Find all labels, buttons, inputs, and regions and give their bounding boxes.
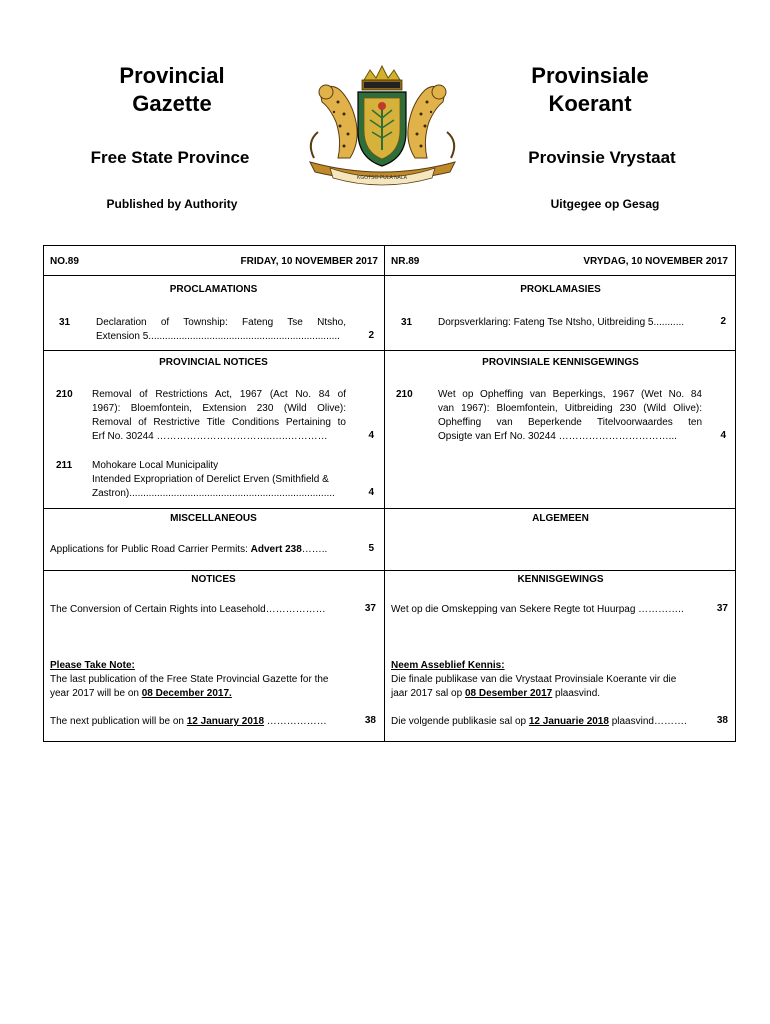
entry-number: 31 [401, 317, 413, 328]
issue-no-af: NR.89 [391, 256, 420, 267]
entry-text: Intended Expropriation of Derelict Erven (Smithfield & [92, 474, 329, 485]
note-text-en: The last publication of the Free State Provincial Gazette for the [50, 674, 329, 685]
entry-text: Opheffing van Beperkende Titelvoorwaardes ten [438, 417, 702, 428]
note-heading-af: Neem Asseblief Kennis: [391, 660, 505, 671]
entry-text: Zastron).......................................................................... [92, 488, 335, 499]
entry-page: 2 [368, 330, 374, 341]
entry-page: 37 [716, 603, 728, 614]
column-divider [384, 245, 385, 742]
entry-text: Wet op Opheffing van Beperkings, 1967 (Wet No. 84 [438, 389, 702, 400]
entry-page: 2 [720, 316, 726, 327]
title-en: Provincial Gazette [119, 63, 225, 116]
next-publication-af: Die volgende publikasie sal op 12 Januarie 2018 plaasvind………. [391, 716, 687, 727]
note-text-af: jaar 2017 sal op 08 Desember 2017 plaasvind. [391, 688, 601, 699]
notice-entry-en: The Conversion of Certain Rights into Leasehold……………… [50, 604, 326, 615]
published-en: Published by Authority [106, 197, 238, 211]
entry-page: 4 [368, 487, 374, 498]
crest-motto: KGOTSO PULA NALA [356, 175, 408, 181]
section-proclamations: PROCLAMATIONS [169, 284, 258, 295]
entry-page: 5 [368, 543, 374, 554]
row-divider [43, 508, 736, 509]
entry-text: Removal of Restrictions Act, 1967 (Act No. 84 of [92, 389, 346, 400]
section-kennisgewings: KENNISGEWINGS [517, 574, 604, 585]
entry-text: Dorpsverklaring: Fateng Tse Ntsho, Uitbreiding 5........... [438, 317, 685, 328]
section-proklamasies: PROKLAMASIES [520, 284, 601, 295]
misc-entry: Applications for Public Road Carrier Permits: Advert 238…….. [50, 544, 328, 555]
notice-entry-af: Wet op die Omskepping van Sekere Regte tot Huurpag ………….. [391, 604, 684, 615]
published-af: Uitgegee op Gesag [550, 197, 660, 211]
entry-text: Mohokare Local Municipality [92, 460, 219, 471]
entry-text: Erf No. 30244 ……………………………..…..………… [92, 431, 328, 442]
entry-page: 37 [364, 603, 376, 614]
section-provincial-notices: PROVINCIAL NOTICES [159, 357, 268, 368]
issue-no-en: NO.89 [50, 256, 79, 267]
province-en: Free State Province [90, 148, 250, 167]
note-heading-en: Please Take Note: [50, 660, 135, 671]
row-divider [43, 570, 736, 571]
coat-of-arms-icon [300, 62, 465, 187]
row-divider [43, 350, 736, 351]
section-notices: NOTICES [191, 574, 236, 585]
entry-page: 4 [368, 430, 374, 441]
note-text-af: Die finale publikase van die Vrystaat Provinsiale Koerante vir die [391, 674, 677, 685]
title-af: Provinsiale Koerant [531, 63, 649, 116]
entry-number: 210 [56, 389, 73, 400]
entry-text: Removal of Restrictive Title Conditions Pertaining to [92, 417, 346, 428]
entry-page: 38 [364, 715, 376, 726]
entry-page: 38 [716, 715, 728, 726]
row-divider [43, 275, 736, 276]
entry-number: 211 [56, 460, 73, 471]
entry-text: Declaration of Township: Fateng Tse Ntsho, [96, 317, 346, 328]
issue-date-af: VRYDAG, 10 NOVEMBER 2017 [583, 256, 728, 267]
issue-date-en: FRIDAY, 10 NOVEMBER 2017 [240, 256, 378, 267]
section-miscellaneous: MISCELLANEOUS [170, 513, 257, 524]
province-af: Provinsie Vrystaat [528, 148, 676, 167]
entry-page: 4 [720, 430, 726, 441]
entry-number: 210 [396, 389, 413, 400]
entry-text: Extension 5..................................................................... [96, 331, 340, 342]
entry-text: Opsigte van Erf No. 30244 ……………………………... [438, 431, 677, 442]
note-text-en: year 2017 will be on 08 December 2017. [50, 688, 232, 699]
entry-number: 31 [59, 317, 71, 328]
entry-text: 1967): Bloemfontein, Extension 230 (Wild Olive): [92, 403, 346, 414]
entry-text: van 1967): Bloemfontein, Uitbreiding 230 (Wild Olive): [438, 403, 702, 414]
next-publication-en: The next publication will be on 12 January 2018 ……………… [50, 716, 327, 727]
section-provinsiale-kennisgewings: PROVINSIALE KENNISGEWINGS [482, 357, 639, 368]
section-algemeen: ALGEMEEN [532, 513, 589, 524]
